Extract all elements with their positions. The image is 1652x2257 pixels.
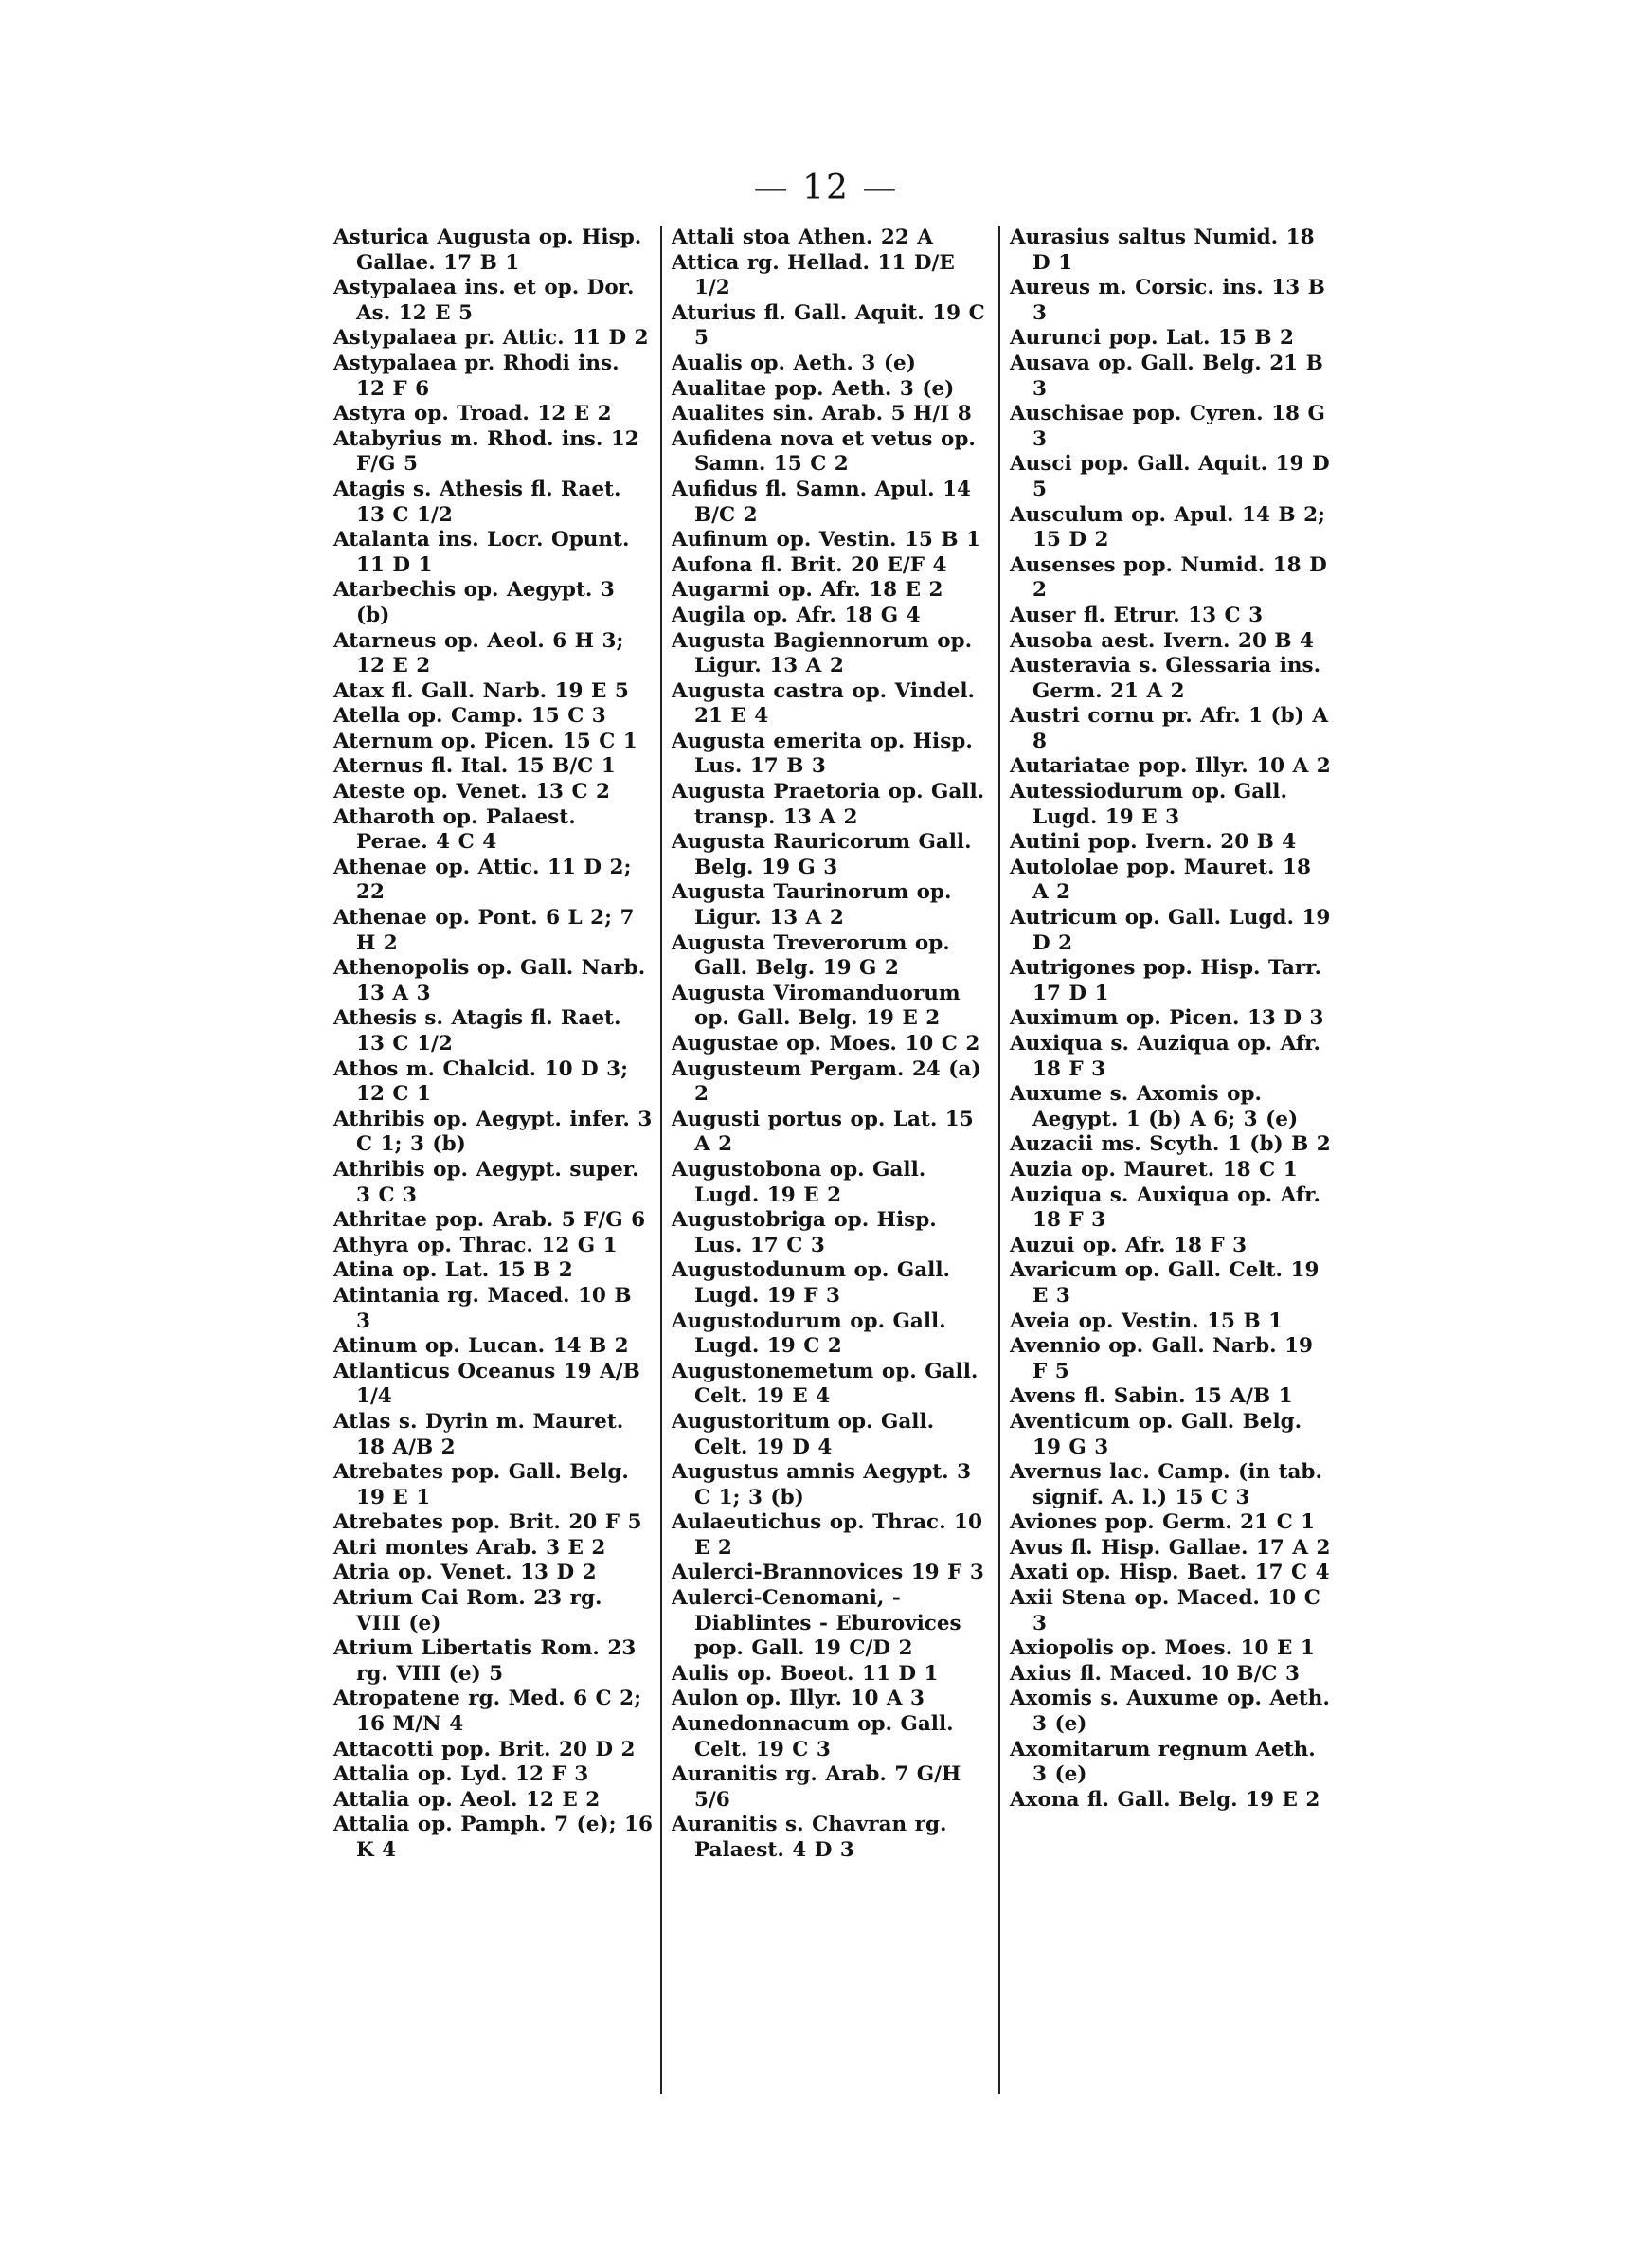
index-entry: Auzacii ms. Scyth. 1 (b) B 2 <box>1010 1132 1331 1157</box>
index-entry: Atria op. Venet. 13 D 2 <box>333 1561 597 1585</box>
index-entry: Attalia op. Aeol. 12 E 2 <box>333 1787 601 1812</box>
index-entry: Atina op. Lat. 15 B 2 <box>333 1258 573 1283</box>
index-entry: Autololae pop. Mauret. 18 A 2 <box>1010 855 1311 905</box>
index-entry: Auxiqua s. Auziqua op. Afr. 18 F 3 <box>1010 1032 1320 1081</box>
index-entry: Avus fl. Hisp. Gallae. 17 A 2 <box>1010 1535 1331 1560</box>
index-entry: Axius fl. Maced. 10 B/C 3 <box>1010 1661 1300 1686</box>
index-entry: Aulaeutichus op. Thrac. 10 E 2 <box>672 1510 982 1560</box>
index-entry: Atrebates pop. Brit. 20 F 5 <box>333 1510 642 1535</box>
index-entry: Auranitis s. Chavran rg. Palaest. 4 D 3 <box>672 1813 947 1862</box>
index-entry: Aulon op. Illyr. 10 A 3 <box>672 1687 925 1711</box>
index-entry: Ausava op. Gall. Belg. 21 B 3 <box>1010 351 1323 401</box>
index-entry: Auziqua s. Auxiqua op. Afr. 18 F 3 <box>1010 1183 1320 1233</box>
index-entry: Autricum op. Gall. Lugd. 19 D 2 <box>1010 906 1331 955</box>
index-entry: Aufona fl. Brit. 20 E/F 4 <box>672 552 947 577</box>
index-entry: Aulis op. Boeot. 11 D 1 <box>672 1661 939 1686</box>
index-entry: Attali stoa Athen. 22 A <box>672 226 933 249</box>
index-entry: Axomis s. Auxume op. Aeth. 3 (e) <box>1010 1687 1330 1737</box>
index-entry: Auranitis rg. Arab. 7 G/H 5/6 <box>672 1762 961 1812</box>
index-entry: Augusta emerita op. Hisp. Lus. 17 B 3 <box>672 729 973 779</box>
index-entry: Autariatae pop. Illyr. 10 A 2 <box>1010 754 1331 779</box>
index-column-1 <box>333 226 653 1864</box>
index-entry: Attalia op. Lyd. 12 F 3 <box>333 1762 589 1787</box>
index-entry: Aurunci pop. Lat. 15 B 2 <box>1010 326 1294 351</box>
index-entry: Auximum op. Picen. 13 D 3 <box>1010 1006 1324 1031</box>
index-entry: Augusti portus op. Lat. 15 A 2 <box>672 1107 974 1157</box>
column-divider <box>660 226 662 2094</box>
index-entry: Aternus fl. Ital. 15 B/C 1 <box>333 754 616 779</box>
index-entry: Astypalaea ins. et op. Dor. As. 12 E 5 <box>333 276 635 325</box>
index-entry: Aufidena nova et vetus op. Samn. 15 C 2 <box>672 426 976 477</box>
index-entry: Ausculum op. Apul. 14 B 2; 15 D 2 <box>1010 502 1325 552</box>
index-entry: Athesis s. Atagis fl. Raet. 13 C 1/2 <box>333 1006 621 1056</box>
index-entry: Aulerci-Cenomani, -Diablintes - Eburovices pop. Gall. 19 C/D 2 <box>672 1586 961 1661</box>
index-entry: Aualites sin. Arab. 5 H/I 8 <box>672 402 972 426</box>
index-entry: Atax fl. Gall. Narb. 19 E 5 <box>333 678 629 703</box>
index-entry: Ausci pop. Gall. Aquit. 19 D 5 <box>1010 452 1330 501</box>
index-entry: Austri cornu pr. Afr. 1 (b) A 8 <box>1010 704 1329 753</box>
index-entry: Avernus lac. Camp. (in tab. signif. A. l.) 15 C 3 <box>1010 1460 1322 1509</box>
index-entry: Aventicum op. Gall. Belg. 19 G 3 <box>1010 1409 1302 1459</box>
index-entry: Athribis op. Aegypt. super. 3 C 3 <box>333 1157 639 1207</box>
index-entry: Aurasius saltus Numid. 18 D 1 <box>1010 226 1315 275</box>
index-entry: Atarneus op. Aeol. 6 H 3; 12 E 2 <box>333 628 624 678</box>
index-entry: Augusta Rauricorum Gall. Belg. 19 G 3 <box>672 830 972 879</box>
index-entry: Autini pop. Ivern. 20 B 4 <box>1010 830 1297 855</box>
index-entry: Avennio op. Gall. Narb. 19 F 5 <box>1010 1334 1314 1383</box>
index-entry: Aufinum op. Vestin. 15 B 1 <box>672 528 980 552</box>
index-entry: Athyra op. Thrac. 12 G 1 <box>333 1233 618 1257</box>
index-entry: Augustobona op. Gall. Lugd. 19 E 2 <box>672 1157 926 1207</box>
index-entry: Atri montes Arab. 3 E 2 <box>333 1535 606 1560</box>
column-divider <box>998 226 1000 2094</box>
index-entry: Augarmi op. Afr. 18 E 2 <box>672 578 943 603</box>
index-entry: Autessiodurum op. Gall. Lugd. 19 E 3 <box>1010 780 1287 829</box>
index-entry: Aufidus fl. Samn. Apul. 14 B/C 2 <box>672 477 972 527</box>
index-entry: Aualis op. Aeth. 3 (e) <box>672 351 916 375</box>
index-entry: Augustus amnis Aegypt. 3 C 1; 3 (b) <box>672 1460 972 1509</box>
index-entry: Axona fl. Gall. Belg. 19 E 2 <box>1010 1787 1320 1812</box>
index-entry: Attacotti pop. Brit. 20 D 2 <box>333 1737 636 1761</box>
index-entry: Atrium Cai Rom. 23 rg. VIII (e) <box>333 1586 602 1635</box>
index-entry: Atinum op. Lucan. 14 B 2 <box>333 1334 629 1359</box>
index-entry: Atarbechis op. Aegypt. 3 (b) <box>333 578 615 627</box>
page-number: — 12 — <box>753 169 899 208</box>
index-entry: Ateste op. Venet. 13 C 2 <box>333 780 611 804</box>
index-entry: Austeravia s. Glessaria ins. Germ. 21 A 2 <box>1010 654 1321 703</box>
index-entry: Astypalaea pr. Attic. 11 D 2 <box>333 326 649 351</box>
index-entry: Avens fl. Sabin. 15 A/B 1 <box>1010 1384 1293 1409</box>
index-entry: Ausoba aest. Ivern. 20 B 4 <box>1010 628 1315 653</box>
index-entry: Augusta Bagiennorum op. Ligur. 13 A 2 <box>672 628 973 678</box>
index-entry: Aturius fl. Gall. Aquit. 19 C 5 <box>672 300 985 351</box>
index-entry: Attalia op. Pamph. 7 (e); 16 K 4 <box>333 1813 653 1862</box>
index-entry: Asturica Augusta op. Hisp. Gallae. 17 B 1 <box>333 226 642 275</box>
index-entry: Augusta castra op. Vindel. 21 E 4 <box>672 678 976 729</box>
index-entry: Athos m. Chalcid. 10 D 3; 12 C 1 <box>333 1056 629 1107</box>
index-entry: Auzia op. Mauret. 18 C 1 <box>1010 1157 1298 1182</box>
index-entry: Athenae op. Attic. 11 D 2; 22 <box>333 855 632 905</box>
index-entry: Augusta Praetoria op. Gall. transp. 13 A 2 <box>672 780 985 829</box>
index-entry: Axati op. Hisp. Baet. 17 C 4 <box>1010 1561 1330 1585</box>
index-entry: Axiopolis op. Moes. 10 E 1 <box>1010 1636 1315 1661</box>
index-entry: Atrium Libertatis Rom. 23 rg. VIII (e) 5 <box>333 1636 637 1686</box>
index-entry: Auzui op. Afr. 18 F 3 <box>1010 1233 1248 1257</box>
index-entry: Aternum op. Picen. 15 C 1 <box>333 729 637 753</box>
index-entry: Atrebates pop. Gall. Belg. 19 E 1 <box>333 1460 629 1509</box>
index-entry: Ausenses pop. Numid. 18 D 2 <box>1010 552 1327 603</box>
index-entry: Axomitarum regnum Aeth. 3 (e) <box>1010 1737 1316 1787</box>
index-entry: Aviones pop. Germ. 21 C 1 <box>1010 1510 1316 1535</box>
index-entry: Astypalaea pr. Rhodi ins. 12 F 6 <box>333 351 620 401</box>
index-entry: Augustonemetum op. Gall. Celt. 19 E 4 <box>672 1359 979 1409</box>
index-entry: Athribis op. Aegypt. infer. 3 C 1; 3 (b) <box>333 1107 653 1157</box>
index-entry: Augustodunum op. Gall. Lugd. 19 F 3 <box>672 1258 950 1308</box>
index-entry: Auxume s. Axomis op. Aegypt. 1 (b) A 6; 3 (e) <box>1010 1082 1299 1131</box>
index-entry: Augustoritum op. Gall. Celt. 19 D 4 <box>672 1409 935 1459</box>
index-entry: Augusta Viromanduorum op. Gall. Belg. 19 E 2 <box>672 981 961 1031</box>
index-entry: Augila op. Afr. 18 G 4 <box>672 603 921 627</box>
index-entry: Atalanta ins. Locr. Opunt. 11 D 1 <box>333 528 630 577</box>
index-column-3 <box>1010 226 1331 1813</box>
index-entry: Atabyrius m. Rhod. ins. 12 F/G 5 <box>333 426 639 477</box>
index-entry: Aulerci-Brannovices 19 F 3 <box>672 1561 984 1585</box>
index-entry: Axii Stena op. Maced. 10 C 3 <box>1010 1586 1320 1635</box>
index-entry: Atintania rg. Maced. 10 B 3 <box>333 1283 632 1333</box>
index-entry: Athenopolis op. Gall. Narb. 13 A 3 <box>333 956 646 1005</box>
index-entry: Atropatene rg. Med. 6 C 2; 16 M/N 4 <box>333 1687 642 1737</box>
index-entry: Atlas s. Dyrin m. Mauret. 18 A/B 2 <box>333 1409 624 1459</box>
index-entry: Astyra op. Troad. 12 E 2 <box>333 402 612 426</box>
index-entry: Athenae op. Pont. 6 L 2; 7 H 2 <box>333 906 635 955</box>
index-entry: Aveia op. Vestin. 15 B 1 <box>1010 1309 1284 1333</box>
index-entry: Atlanticus Oceanus 19 A/B 1/4 <box>333 1359 640 1409</box>
index-entry: Avaricum op. Gall. Celt. 19 E 3 <box>1010 1258 1320 1308</box>
index-column-2 <box>672 226 991 1864</box>
index-entry: Augusta Taurinorum op. Ligur. 13 A 2 <box>672 880 952 930</box>
index-entry: Augustodurum op. Gall. Lugd. 19 C 2 <box>672 1309 946 1359</box>
index-entry: Atagis s. Athesis fl. Raet. 13 C 1/2 <box>333 477 621 527</box>
index-entry: Atella op. Camp. 15 C 3 <box>333 704 606 729</box>
index-entry: Augustobriga op. Hisp. Lus. 17 C 3 <box>672 1208 937 1257</box>
index-entry: Atharoth op. Palaest. Perae. 4 C 4 <box>333 804 576 855</box>
index-entry: Aunedonnacum op. Gall. Celt. 19 C 3 <box>672 1712 954 1761</box>
index-entry: Aualitae pop. Aeth. 3 (e) <box>672 376 955 401</box>
index-entry: Athritae pop. Arab. 5 F/G 6 <box>333 1208 646 1233</box>
index-entry: Auschisae pop. Cyren. 18 G 3 <box>1010 402 1325 451</box>
index-entry: Augusta Treverorum op. Gall. Belg. 19 G 2 <box>672 930 950 981</box>
index-entry: Auser fl. Etrur. 13 C 3 <box>1010 603 1264 627</box>
index-entry: Autrigones pop. Hisp. Tarr. 17 D 1 <box>1010 956 1322 1005</box>
index-entry: Attica rg. Hellad. 11 D/E 1/2 <box>672 250 955 300</box>
index-entry: Augustae op. Moes. 10 C 2 <box>672 1032 980 1056</box>
index-entry: Augusteum Pergam. 24 (a) 2 <box>672 1056 981 1107</box>
index-entry: Aureus m. Corsic. ins. 13 B 3 <box>1010 276 1325 325</box>
